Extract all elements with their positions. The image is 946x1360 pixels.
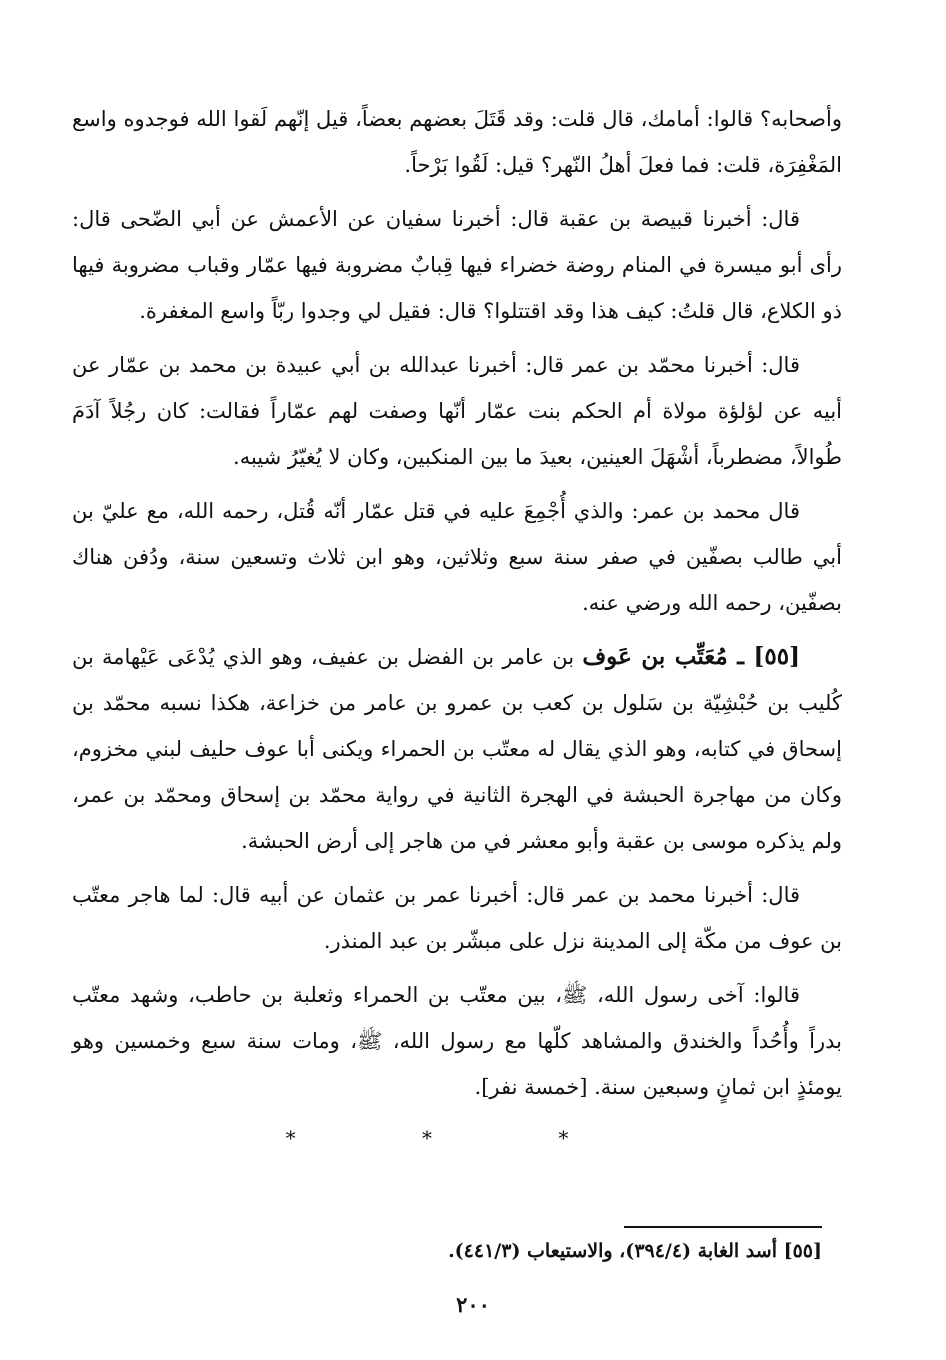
footnote: [٥٥] أسد الغابة (٣٩٤/٤)، والاستيعاب (٤٤١/٣). — [448, 1240, 822, 1262]
entry-heading: [٥٥] ـ مُعَتِّب بن عَوف — [582, 643, 800, 670]
paragraph-1: وأصحابه؟ قالوا: أمامك، قال قلت: وقد قَتَلَ بعضهم بعضاً، قيل إنّهم لَقوا الله فوجدوه واسع المَغْفِرَة، قلت: فما فعلَ أهلُ النّهر؟ قيل: لَقُوا بَرْحاً. — [72, 107, 842, 177]
footnote-divider — [624, 1226, 822, 1228]
paragraph-6: قال: أخبرنا محمد بن عمر قال: أخبرنا عمر بن عثمان عن أبيه قال: لما هاجر معتّب بن عوف من مكّة إلى المدينة نزل على مبشّر بن عبد المنذر. — [72, 883, 842, 953]
page-body — [72, 96, 842, 1158]
page-number: ٢٠٠ — [456, 1292, 490, 1317]
paragraph-4: قال محمد بن عمر: والذي أُجْمِعَ عليه في قتل عمّار أنّه قُتل، رحمه الله، مع عليّ بن أبي طالب بصفّين في صفر سنة سبع وثلاثين، وهو ابن ثلاث وتسعين سنة، ودُفن هناك بصفّين، رحمه الله ورضي عنه. — [72, 499, 842, 615]
biography-entry — [72, 634, 842, 864]
paragraph-2: قال: أخبرنا قبيصة بن عقبة قال: أخبرنا سفيان عن الأعمش عن أبي الضّحى قال: رأى أبو ميسرة في المنام روضة خضراء فيها قِبابٌ مضروبة فيها عمّار وقباب مضروبة فيها ذو الكلاع، قال قلتُ: كيف هذا وقد اقتتلوا؟ قال: فقيل لي وجدوا ربّاً واسع المغفرة. — [72, 207, 842, 323]
paragraph-7: قالوا: آخى رسول الله، ﷺ، بين معتّب بن الحمراء وثعلبة بن حاطب، وشهد معتّب بدراً وأُحُداً والخندق والمشاهد كلّها مع رسول الله، ﷺ، ومات سنة سبع وخمسين وهو يومئذٍ ابن ثمانٍ وسبعين سنة. [خمسة نفر]. — [72, 983, 842, 1099]
section-separator: * * * — [285, 1126, 629, 1150]
entry-text: بن عامر بن الفضل بن عفيف، وهو الذي يُدْعَى عَيْهامة بن كُليب بن حُبْشِيّة بن سَلول بن كعب بن عمرو بن عامر من خزاعة، هكذا نسبه محمّد بن إسحاق في كتابه، وهو الذي يقال له معتّب بن الحمراء ويكنى أبا عوف حليف لبني مخزوم، وكان من مهاجرة الحبشة في الهجرة الثانية في رواية محمّد بن إسحاق ومحمّد بن عمر، ولم يذكره موسى بن عقبة وأبو معشر في من هاجر إلى أرض الحبشة. — [72, 645, 842, 853]
paragraph-3: قال: أخبرنا محمّد بن عمر قال: أخبرنا عبدالله بن أبي عبيدة بن محمد بن عمّار عن أبيه عن لؤلؤة مولاة أم الحكم بنت عمّار أنّها وصفت لهم عمّاراً فقالت: كان رجُلاً آدَمَ طُوالاً، مضطرباً، أشْهَلَ العينين، بعيدَ ما بين المنكبين، وكان لا يُغيّرُ شيبه. — [72, 353, 842, 469]
